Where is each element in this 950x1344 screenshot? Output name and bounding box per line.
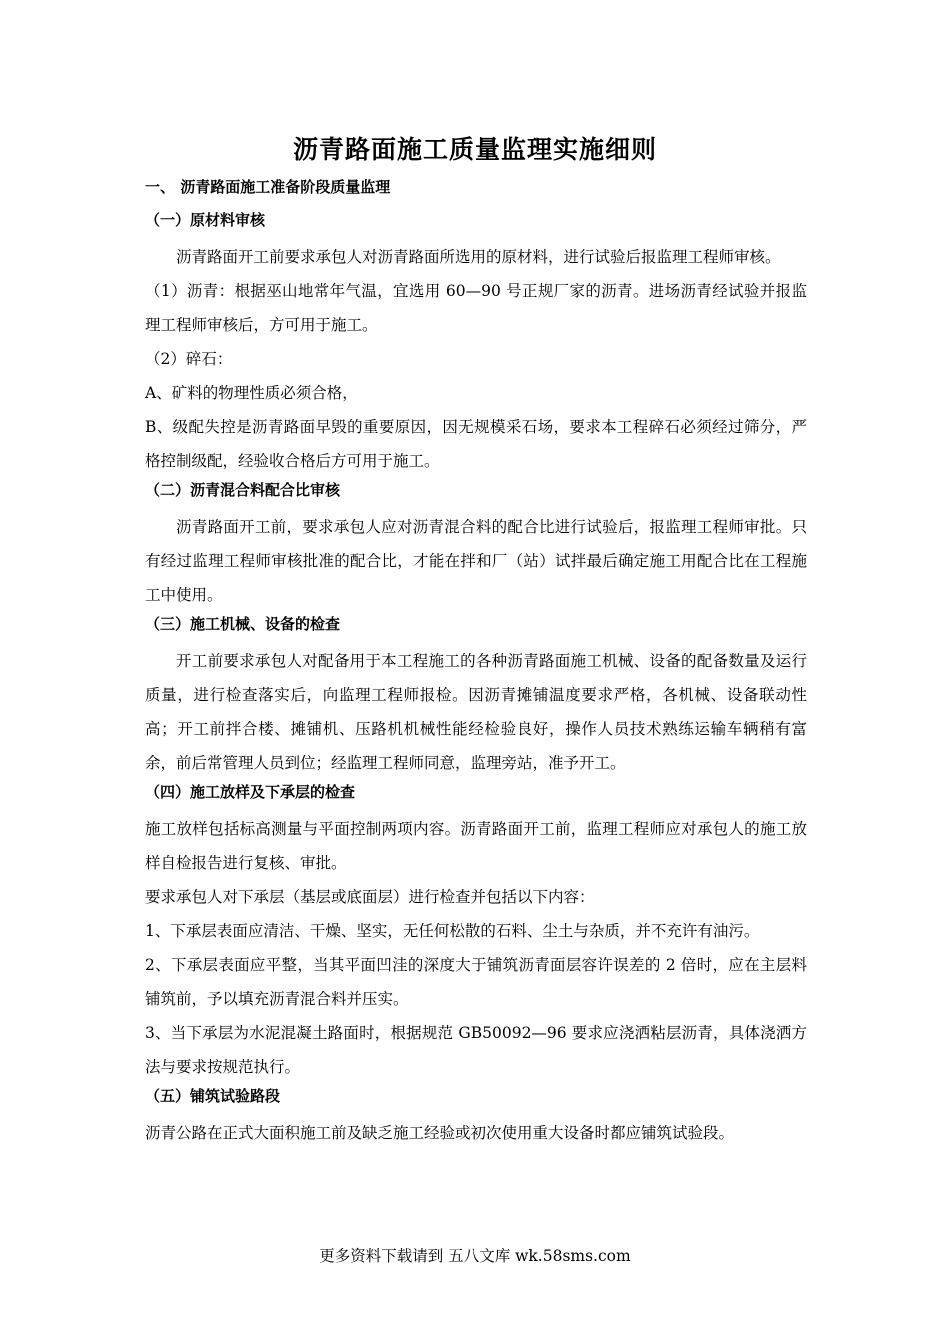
paragraph: 3、当下承层为水泥混凝土路面时，根据规范 GB50092—96 要求应浇洒粘层沥青，具体浇洒方法与要求按规范执行。 <box>145 1024 807 1076</box>
paragraph: 要求承包人对下承层（基层或底面层）进行检查并包括以下内容： <box>145 888 595 906</box>
paragraph: 1、下承层表面应清洁、干燥、坚实，无任何松散的石料、尘土与杂质，并不充许有油污。 <box>145 922 760 940</box>
subsection-heading-mix-ratio: （二）沥青混合料配合比审核 <box>145 481 341 499</box>
paragraph: 施工放样包括标高测量与平面控制两项内容。沥青路面开工前，监理工程师应对承包人的施工放样自检报告进行复核、审批。 <box>145 820 807 872</box>
paragraph: 沥青路面开工前，要求承包人应对沥青混合料的配合比进行试验后，报监理工程师审批。只有经过监理工程师审核批准的配合比，才能在拌和厂（站）试拌最后确定施工用配合比在工程施工中使用。 <box>145 518 807 604</box>
document-body <box>145 175 807 1150</box>
paragraph: 沥青路面开工前要求承包人对沥青路面所选用的原材料，进行试验后报监理工程师审核。 <box>176 248 781 266</box>
subsection-heading-layout: （四）施工放样及下承层的检查 <box>145 783 356 801</box>
subsection-heading-trial-section: （五）铺筑试验路段 <box>145 1087 281 1105</box>
subsection-heading-raw-materials: （一）原材料审核 <box>145 211 266 229</box>
paragraph: 开工前要求承包人对配备用于本工程施工的各种沥青路面施工机械、设备的配备数量及运行质量，进行检查落实后，向监理工程师报检。因沥青摊铺温度要求严格，各机械、设备联动性高；开工前拌合楼、摊铺机、压路机机械性能经检验良好，操作人员技术熟练运输车辆稍有富余，前后常管理人员到位；经监理工程师同意，监理旁站，准予开工。 <box>145 652 807 772</box>
paragraph: （1）沥青：根据巫山地常年气温，宜选用 60—90 号正规厂家的沥青。进场沥青经试验并报监理工程师审核后，方可用于施工。 <box>145 282 807 334</box>
section-heading: 一、 沥青路面施工准备阶段质量监理 <box>145 178 391 196</box>
footer-text: 更多资料下载请到 五八文库 wk.58sms.com <box>319 1247 631 1265</box>
paragraph: 2、下承层表面应平整，当其平面凹洼的深度大于铺筑沥青面层容许误差的 2 倍时，应在主层料铺筑前，予以填充沥青混合料并压实。 <box>145 956 807 1008</box>
paragraph: 沥青公路在正式大面积施工前及缺乏施工经验或初次使用重大设备时都应铺筑试验段。 <box>145 1124 735 1142</box>
document-title: 沥青路面施工质量监理实施细则 <box>292 135 657 164</box>
paragraph: A、矿料的物理性质必须合格， <box>145 384 358 402</box>
paragraph: （2）碎石： <box>145 350 233 368</box>
paragraph: B、级配失控是沥青路面早毁的重要原因，因无规模采石场，要求本工程碎石必须经过筛分，严格控制级配，经验收合格后方可用于施工。 <box>145 418 807 470</box>
subsection-heading-machinery: （三）施工机械、设备的检查 <box>145 615 341 633</box>
